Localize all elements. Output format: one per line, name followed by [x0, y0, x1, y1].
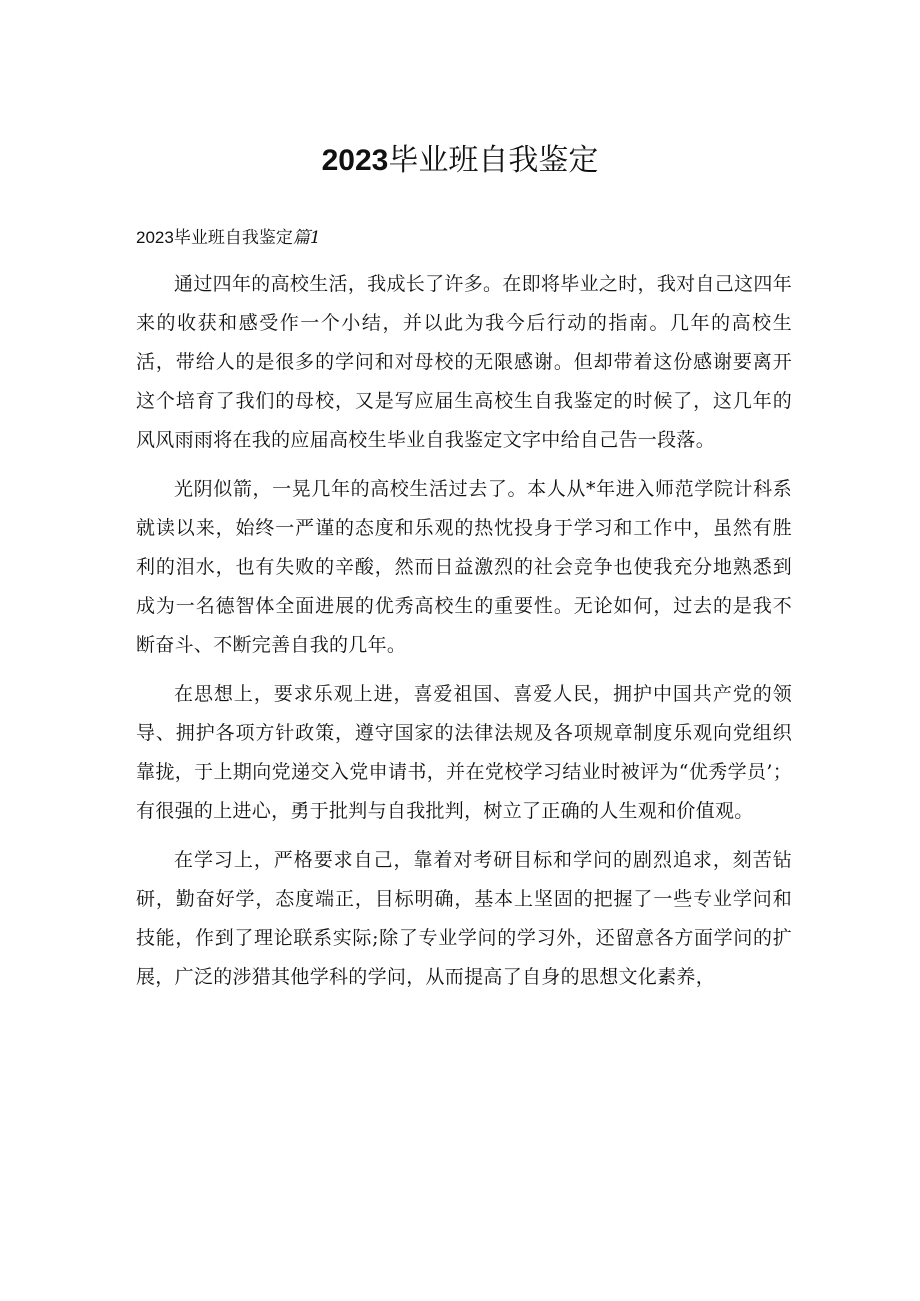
- paragraph-3: 在思想上，要求乐观上进，喜爱祖国、喜爱人民，拥护中国共产党的领导、拥护各项方针政策，遵守国家的法律法规及各项规章制度乐观向党组织靠拢，于上期向党递交入党申请书，并在党校学习结业时被评为“优秀学员’；有很强的上进心，勇于批判与自我批判，树立了正确的人生观和价值观。: [136, 683, 792, 822]
- paragraph-1: 通过四年的高校生活，我成长了许多。在即将毕业之时，我对自己这四年来的收获和感受作一个小结，并以此为我今后行动的指南。几年的高校生活，带给人的是很多的学问和对母校的无限感谢。但却带着这份感谢要离开这个培育了我们的母校，又是写应届生高校生自我鉴定的时候了，这几年的风风雨雨将在我的应届高校生毕业自我鉴定文字中给自己告一段落。: [136, 273, 792, 451]
- section-heading-year: 2023: [136, 228, 174, 247]
- section-heading: [136, 224, 321, 252]
- document-body: [136, 265, 792, 1007]
- document-title-year: 2023: [321, 144, 389, 177]
- paragraph-2: 光阴似箭，一晃几年的高校生活过去了。本人从*年进入师范学院计科系就读以来，始终一严谨的态度和乐观的热忱投身于学习和工作中，虽然有胜利的泪水，也有失败的辛酸，然而日益激烈的社会竞争也使我充分地熟悉到成为一名德智体全面进展的优秀高校生的重要性。无论如何，过去的是我不断奋斗、不断完善自我的几年。: [136, 478, 792, 656]
- section-heading-text: 毕业班自我鉴定: [173, 228, 293, 248]
- document-title-text: 毕业班自我鉴定: [388, 143, 599, 178]
- document-title: [0, 138, 920, 184]
- section-heading-suffix: 篇1: [292, 228, 321, 248]
- paragraph-4: 在学习上，严格要求自己，靠着对考研目标和学问的剧烈追求，刻苦钻研，勤奋好学，态度端正，目标明确，基本上坚固的把握了一些专业学问和技能，作到了理论联系实际;除了专业学问的学习外，还留意各方面学问的扩展，广泛的涉猎其他学科的学问，从而提高了自身的思想文化素养，: [136, 849, 792, 988]
